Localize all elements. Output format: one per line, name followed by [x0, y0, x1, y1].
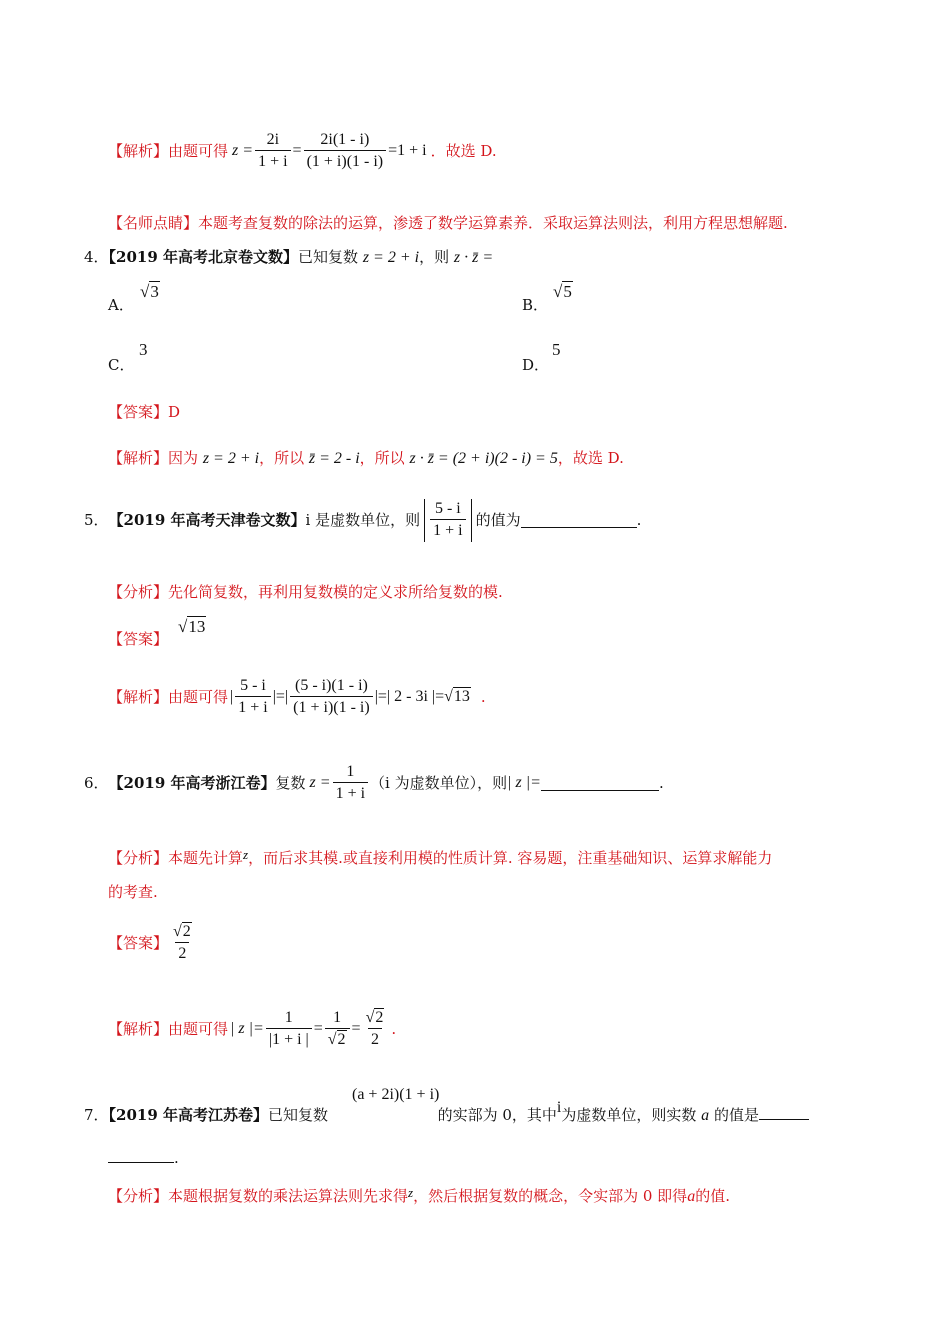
- q5-source: 【2019 年高考天津卷文数】: [108, 511, 306, 529]
- q7-fenxi-avar: a: [687, 1188, 696, 1205]
- q4-option-b-label: B．: [522, 296, 549, 314]
- q6-answer-frac: $\frac{√2}{2}$: [170, 922, 195, 965]
- q4-source: 【2019 年高考北京卷文数】: [108, 248, 299, 266]
- q4-jiexi-b: ，所以: [259, 449, 305, 467]
- q7-source: 【2019 年高考江苏卷】: [108, 1106, 269, 1124]
- q6-j-end: .: [391, 1020, 397, 1038]
- q6-j-abs: | z |=: [230, 1020, 264, 1037]
- q6-frac: $\frac{1}{1 + i}$: [333, 762, 368, 805]
- q3-frac2: [304, 130, 387, 173]
- q5-answer: [108, 629, 168, 649]
- q6-jiexi-tag: 【解析】: [108, 1020, 169, 1038]
- q6-stem-b: （i 为虚数单位），则: [370, 774, 508, 792]
- q4-option-c-label: C．: [108, 356, 135, 374]
- q5-number: 5．: [84, 511, 109, 529]
- q4-option-a: [108, 295, 134, 315]
- q4-option-a-value: √3: [140, 282, 159, 301]
- q4-stem-math: z = 2 + i: [362, 249, 420, 266]
- q6-fenxi-a: 本题先计算: [168, 849, 244, 867]
- q7-stem-d: 的值是: [713, 1106, 759, 1124]
- q4-jiexi-c: ，所以: [359, 449, 405, 467]
- q7-stem-cont: [108, 1148, 179, 1168]
- q5-fenxi-tag: 【分析】: [108, 583, 169, 601]
- q4-jiexi: [108, 448, 624, 469]
- q5-j-eq2: |=| 2 - 3i |=: [374, 688, 445, 705]
- q7-answer-blank[interactable]: [759, 1105, 809, 1120]
- q6-jiexi-text: 由题可得: [168, 1020, 229, 1038]
- q6-j-frac1: $\frac{1}{|1 + i |}$: [266, 1008, 312, 1051]
- q7-stem-i: i: [556, 1099, 562, 1116]
- q4-stem: [84, 247, 493, 268]
- q3-frac1-den: 1 + i: [255, 150, 290, 173]
- q4-answer-value: D: [168, 403, 181, 421]
- q5-j-frac1: $\frac{5 - i}{1 + i}$: [235, 676, 270, 719]
- q4-option-b: [522, 295, 548, 315]
- q5-j-sqrt: √13: [444, 688, 470, 705]
- q6-fenxi-c: 的考查.: [108, 883, 158, 901]
- q4-option-c-value: 3: [139, 340, 148, 359]
- q4-stem-math2: z · z̄ =: [453, 249, 494, 266]
- q5-stem-b: 的值为: [475, 511, 521, 529]
- q6-fenxi-cont: [108, 882, 158, 902]
- q5-stem: [84, 495, 641, 545]
- q6-source: 【2019 年高考浙江卷】: [108, 774, 276, 792]
- q7-fenxi-b: ，然后根据复数的概念，令实部为 0 即得: [413, 1187, 688, 1205]
- q7-stem-b: 的实部为 0，其中: [437, 1106, 557, 1124]
- q4-option-d: [522, 355, 549, 375]
- q5-frac-num: 5 - i: [434, 499, 461, 517]
- q4-option-c: [108, 355, 134, 375]
- q4-jiexi-m1: z = 2 + i: [202, 450, 260, 467]
- q4-option-b-value: √5: [553, 282, 572, 301]
- q5-jiexi: 【解析】 由题可得 | $\frac{5 - i}{1 + i}$ |=| $\frac{(5 - i)(1 - i)}{(1 + i)(1 - i)}$ |=| 2 - 3i |= √13 .: [108, 672, 486, 722]
- q5-answer-value: √13: [178, 617, 206, 636]
- q4-stem-mid: ，则: [419, 248, 450, 266]
- q5-jiexi-text: 由题可得: [168, 688, 229, 706]
- q3-dianjing: [108, 213, 788, 233]
- q6-answer: [108, 918, 197, 968]
- q3-frac2-num: 2i(1 - i): [320, 130, 370, 148]
- q3-jiexi-text: 由题可得: [168, 142, 229, 160]
- q6-fenxi: [108, 845, 772, 868]
- q3-dianjing-tag: 【名师点睛】: [108, 214, 199, 232]
- q3-jiexi: 【解析】 由题可得 z = $\frac{2i}{1 + i}$ = $\frac{2i(1 - i)}{(1 + i)(1 - i)}$ =1 + i ．故选 D.: [108, 126, 497, 176]
- q4-jiexi-end: ，故选 D.: [557, 449, 624, 467]
- q6-stem-abs: | z |=: [507, 774, 541, 791]
- q3-jiexi-end: ．故选 D.: [430, 142, 497, 160]
- q5-j-frac2: $\frac{(5 - i)(1 - i)}{(1 + i)(1 - i)}$: [290, 676, 373, 719]
- q4-stem-text: 已知复数: [298, 248, 359, 266]
- q7-fenxi-z: z: [408, 1185, 414, 1200]
- q3-frac2-den: (1 + i)(1 - i): [304, 150, 387, 173]
- q7-stem-end: .: [174, 1149, 179, 1167]
- q7-stem: [84, 1098, 809, 1126]
- q7-stem-a: 已知复数: [268, 1106, 329, 1124]
- q3-dianjing-text: 本题考查复数的除法的运算，渗透了数学运算素养．采取运算法则法，利用方程思想解题.: [198, 214, 788, 232]
- q5-jiexi-tag: 【解析】: [108, 688, 169, 706]
- q4-number: 4．: [84, 248, 109, 266]
- q4-option-a-label: A．: [108, 296, 134, 314]
- q5-j-eq1: |=|: [272, 688, 289, 705]
- q6-stem: [84, 758, 664, 808]
- q6-stem-end: .: [658, 774, 664, 792]
- q6-fenxi-z: z: [243, 847, 249, 862]
- q7-number: 7．: [84, 1106, 109, 1124]
- q5-fenxi-text: 先化简复数，再利用复数模的定义求所给复数的模.: [168, 583, 503, 601]
- q6-answer-tag: 【答案】: [108, 934, 169, 952]
- q6-stem-a: 复数: [275, 774, 306, 792]
- q6-jiexi: 【解析】 由题可得 | z |= $\frac{1}{|1 + i |}$ = $\frac{1}{√2}$ = $\frac{√2}{2}$ .: [108, 1002, 396, 1056]
- q5-stem-a: i 是虚数单位，则: [305, 511, 421, 529]
- q7-stem-c: 为虚数单位，则实数: [561, 1106, 697, 1124]
- q4-jiexi-m2: z̄ = 2 - i: [308, 450, 360, 467]
- q7-stem-avar: a: [701, 1107, 710, 1124]
- q4-answer-tag: 【答案】: [108, 403, 169, 421]
- q6-answer-blank[interactable]: [541, 776, 659, 791]
- q6-fenxi-tag: 【分析】: [108, 849, 169, 867]
- q3-jiexi-rhs: =1 + i: [388, 142, 427, 159]
- q4-jiexi-m3: z · z̄ = (2 + i)(2 - i) = 5: [409, 450, 558, 467]
- q4-answer: [108, 402, 180, 422]
- q3-jiexi-tag: 【解析】: [108, 142, 169, 160]
- q5-stem-end: .: [636, 511, 642, 529]
- q7-fenxi-c: 的值.: [695, 1187, 730, 1205]
- q6-j-frac3: $\frac{√2}{2}$: [363, 1008, 388, 1051]
- q7-fenxi-tag: 【分析】: [108, 1187, 169, 1205]
- q5-answer-tag: 【答案】: [108, 630, 169, 648]
- q6-stem-lhs: z =: [309, 774, 331, 791]
- q3-jiexi-lhs: z =: [232, 142, 254, 159]
- q5-stem-abs: [424, 499, 471, 542]
- q7-fenxi-a: 本题根据复数的乘法运算法则先求得: [168, 1187, 409, 1205]
- q7-stem-math: (a + 2i)(1 + i): [352, 1086, 440, 1103]
- q3-frac1-num: 2i: [266, 130, 280, 148]
- q4-jiexi-tag: 【解析】: [108, 449, 169, 467]
- q5-answer-blank[interactable]: [521, 513, 637, 528]
- q4-option-d-value: 5: [552, 340, 561, 359]
- q5-j-end: .: [480, 688, 486, 706]
- q4-jiexi-a: 因为: [168, 449, 199, 467]
- q4-option-d-label: D．: [522, 356, 550, 374]
- q6-j-frac2: $\frac{1}{√2}$: [325, 1008, 350, 1051]
- q5-frac-den: 1 + i: [430, 519, 465, 542]
- q7-answer-blank-cont[interactable]: [108, 1148, 174, 1163]
- q7-fenxi: [108, 1183, 730, 1207]
- q3-frac1: [255, 130, 290, 173]
- q5-fenxi: [108, 582, 503, 602]
- q6-number: 6．: [84, 774, 109, 792]
- q6-fenxi-b: ，而后求其模.或直接利用模的性质计算. 容易题，注重基础知识、运算求解能力: [248, 849, 773, 867]
